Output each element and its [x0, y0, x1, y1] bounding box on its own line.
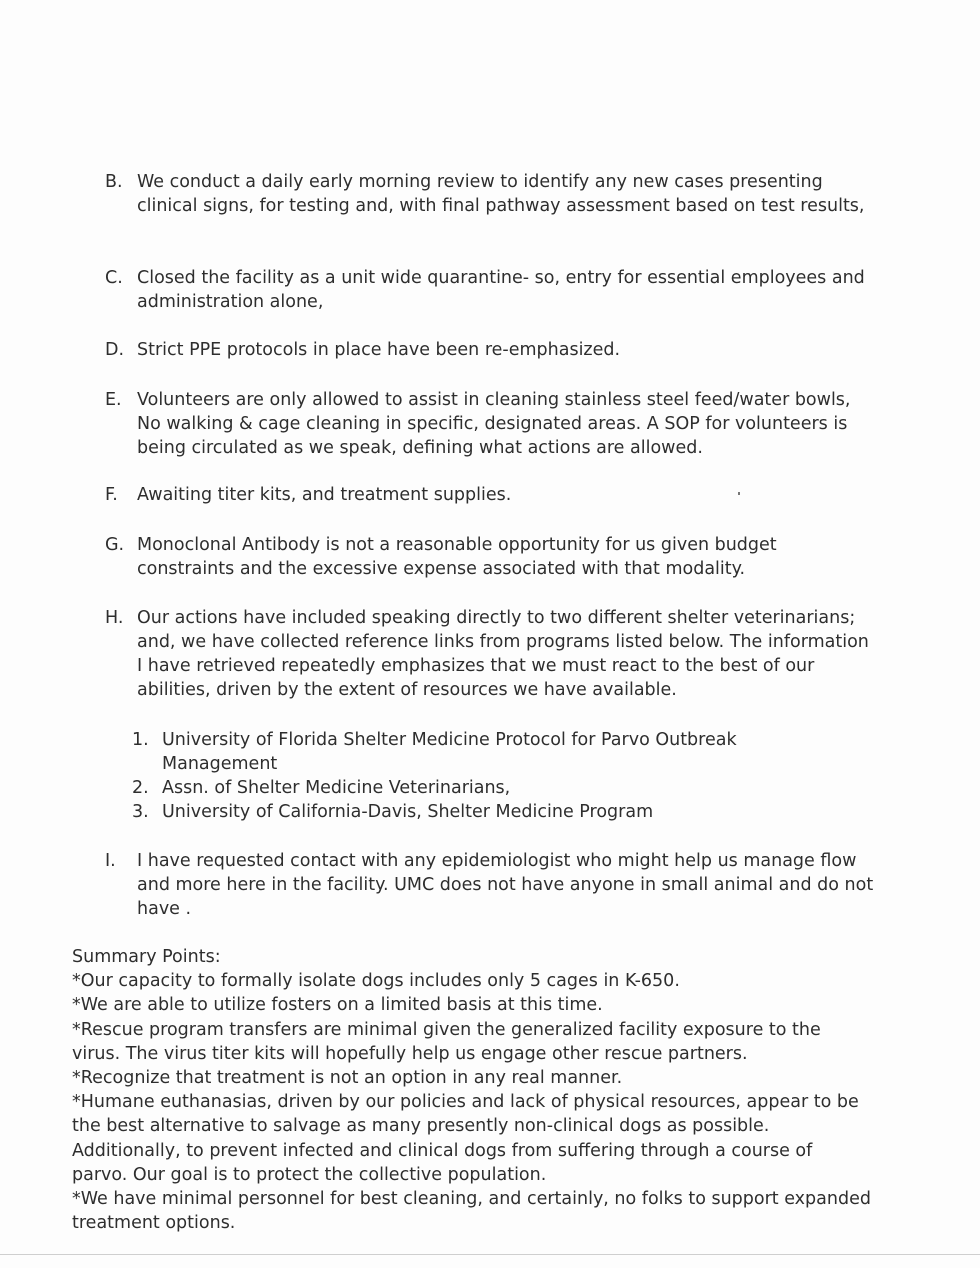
sub-list-marker: 2.	[132, 778, 149, 798]
list-item-text: I have requested contact with any epidemiologist who might help us manage flow and more here in the facility. UMC does not have anyone in small animal and do not have .	[137, 851, 874, 919]
list-marker: F.	[105, 485, 118, 505]
list-marker: G.	[105, 535, 125, 555]
summary-point: *Humane euthanasias, driven by our policies and lack of physical resources, appear to be the best alternative to salvage as many presently non-clinical dogs as possible. Additionally, to prevent infected and clinical dogs from suffering through a course of parvo. Our goal is to protect the collective population.	[72, 1092, 859, 1185]
sub-list-item-3	[132, 800, 832, 824]
list-marker: I.	[105, 851, 116, 871]
sub-list-item-2	[132, 776, 832, 800]
list-marker: B.	[105, 172, 123, 192]
list-item-h	[105, 606, 875, 702]
summary-section	[72, 945, 872, 1235]
summary-point: *Rescue program transfers are minimal given the generalized facility exposure to the virus. The virus titer kits will hopefully help us engage other rescue partners.	[72, 1019, 821, 1064]
summary-point: *We are able to utilize fosters on a limited basis at this time.	[72, 995, 603, 1016]
list-item-text: Our actions have included speaking directly to two different shelter veterinarians; and, we have collected reference links from programs listed below. The information I have retrieved repeatedly emphasizes that we must react to the best of our abilities, driven by the extent of resources we have available.	[137, 608, 869, 700]
list-item-g	[105, 533, 875, 581]
list-item-i	[105, 849, 875, 921]
sub-list-item-text: University of California-Davis, Shelter Medicine Program	[162, 802, 654, 822]
summary-point: *Recognize that treatment is not an option in any real manner.	[72, 1068, 623, 1089]
sub-list-marker: 3.	[132, 802, 149, 822]
sub-list-item-1	[132, 728, 832, 776]
list-item-text: Awaiting titer kits, and treatment supplies.	[137, 485, 512, 505]
list-item-text: Monoclonal Antibody is not a reasonable opportunity for us given budget constraints and the excessive expense associated with that modality.	[137, 535, 777, 579]
list-item-text: Closed the facility as a unit wide quarantine- so, entry for essential employees and administration alone,	[137, 268, 865, 312]
list-item-text: We conduct a daily early morning review to identify any new cases presenting clinical signs, for testing and, with final pathway assessment based on test results,	[137, 172, 865, 216]
list-item-text: Strict PPE protocols in place have been re-emphasized.	[137, 340, 621, 360]
stray-mark	[738, 492, 740, 495]
summary-point: *We have minimal personnel for best cleaning, and certainly, no folks to support expanded treatment options.	[72, 1189, 871, 1234]
list-item-e	[105, 388, 875, 460]
page-bottom-rule	[0, 1254, 980, 1255]
list-item-text: Volunteers are only allowed to assist in cleaning stainless steel feed/water bowls, No walking & cage cleaning in specific, designated areas. A SOP for volunteers is being circulated as we speak, defining what actions are allowed.	[137, 390, 851, 458]
list-marker: C.	[105, 268, 123, 288]
sub-list-marker: 1.	[132, 730, 149, 750]
list-item-c	[105, 266, 875, 314]
list-marker: H.	[105, 608, 124, 628]
list-marker: E.	[105, 390, 122, 410]
list-item-f	[105, 483, 875, 507]
list-marker: D.	[105, 340, 125, 360]
sub-list-item-text: University of Florida Shelter Medicine Protocol for Parvo Outbreak Management	[162, 730, 737, 774]
list-item-d	[105, 338, 875, 362]
list-item-b	[105, 170, 875, 218]
summary-point: *Our capacity to formally isolate dogs includes only 5 cages in K-650.	[72, 971, 680, 992]
sub-list-item-text: Assn. of Shelter Medicine Veterinarians,	[162, 778, 511, 798]
summary-heading: Summary Points:	[72, 947, 221, 967]
